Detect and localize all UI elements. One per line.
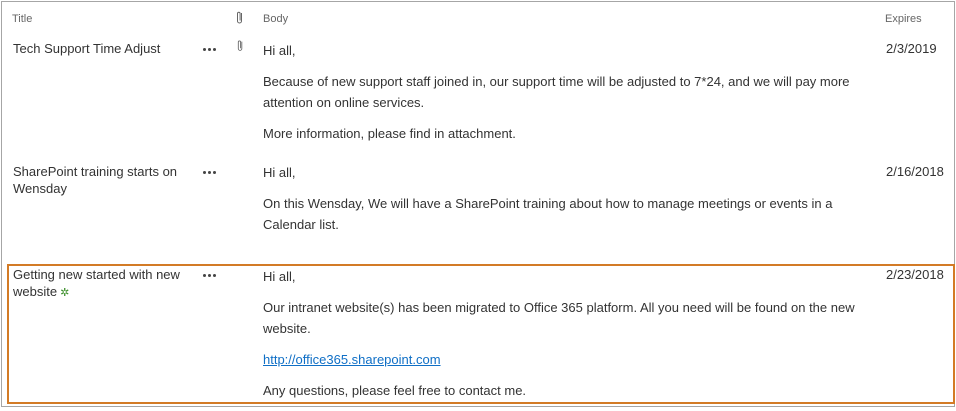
- item-expires: 2/23/2018: [886, 267, 944, 282]
- more-options-icon[interactable]: [203, 274, 219, 280]
- body-paragraph: Any questions, please feel free to contact me.: [263, 383, 527, 398]
- body-paragraph: Hi all,: [263, 43, 296, 58]
- paperclip-icon: [236, 39, 245, 53]
- body-paragraph: Our intranet website(s) has been migrated to Office 365 platform. All you need will be found on the new website.: [263, 300, 855, 336]
- more-options-icon[interactable]: [203, 48, 219, 54]
- item-expires: 2/3/2019: [886, 41, 937, 56]
- body-link-paragraph: [263, 349, 863, 370]
- body-paragraph: Because of new support staff joined in, our support time will be adjusted to 7*24, and we will pay more attention on online services.: [263, 74, 850, 110]
- list-row[interactable]: [0, 38, 956, 150]
- item-title[interactable]: [13, 266, 193, 302]
- more-options-icon[interactable]: [203, 171, 219, 177]
- column-header-body[interactable]: Body: [263, 13, 289, 25]
- item-expires: 2/16/2018: [886, 164, 944, 179]
- body-link[interactable]: http://office365.sharepoint.com: [263, 352, 441, 367]
- body-paragraph: Hi all,: [263, 165, 296, 180]
- item-body: [263, 40, 863, 154]
- item-body: [263, 162, 863, 245]
- item-title-text: Getting new started with new website: [13, 267, 180, 299]
- item-body: [263, 266, 863, 411]
- list-row-selected[interactable]: [9, 266, 953, 402]
- new-item-icon: ✲: [60, 287, 70, 299]
- column-header-expires[interactable]: Expires: [885, 13, 922, 25]
- body-paragraph: Hi all,: [263, 269, 296, 284]
- item-title[interactable]: SharePoint training starts on Wensday: [13, 164, 178, 196]
- body-paragraph: On this Wensday, We will have a SharePoint training about how to manage meetings or events in a Calendar list.: [263, 196, 833, 232]
- paperclip-icon[interactable]: [235, 10, 245, 26]
- list-row[interactable]: [0, 162, 956, 242]
- body-paragraph: More information, please find in attachment.: [263, 126, 516, 141]
- column-header-title[interactable]: Title: [12, 13, 33, 25]
- item-title[interactable]: Tech Support Time Adjust: [13, 41, 161, 56]
